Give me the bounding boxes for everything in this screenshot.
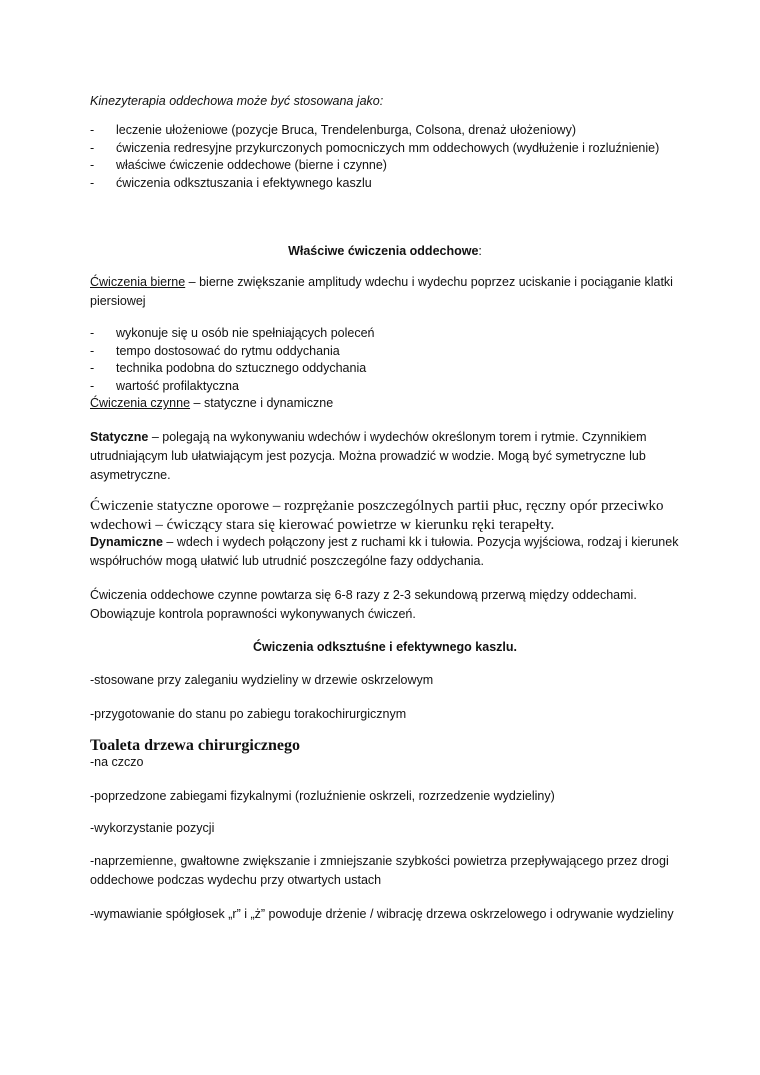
passive-list <box>90 325 680 395</box>
dynamic-term: Dynamiczne <box>90 535 163 549</box>
therapy-list <box>90 122 680 192</box>
paragraph-przygotowanie: -przygotowanie do stanu po zabiegu torakochirurgicznym <box>90 707 407 721</box>
list-item: - ćwiczenia redresyjne przykurczonych pomocniczych mm oddechowych (wydłużenie i rozluźnienie) <box>90 140 680 158</box>
list-item: - tempo dostosować do rytmu oddychania <box>90 343 680 361</box>
paragraph-stosowane: -stosowane przy zaleganiu wydzieliny w drzewie oskrzelowym <box>90 673 434 687</box>
static-term: Statyczne <box>90 430 149 444</box>
list-item: - technika podobna do sztucznego oddychania <box>90 360 680 378</box>
paragraph-pozycji: -wykorzystanie pozycji <box>90 821 215 835</box>
list-item: - właściwe ćwiczenie oddechowe (bierne i czynne) <box>90 157 680 175</box>
passive-term: Ćwiczenia bierne <box>90 275 186 289</box>
intro-text: Kinezyterapia oddechowa może być stosowana jako: <box>90 94 384 108</box>
active-term: Ćwiczenia czynne <box>90 396 191 410</box>
heading-text: Właściwe ćwiczenia oddechowe <box>288 244 479 258</box>
section-heading-toilet: Toaleta drzewa chirurgicznego <box>90 737 301 754</box>
active-exercises-line <box>90 394 680 413</box>
section-heading-cough: Ćwiczenia odksztuśne i efektywnego kaszlu. <box>253 640 517 654</box>
list-item: - ćwiczenia odksztuszania i efektywnego kaszlu <box>90 175 680 193</box>
list-item: - wykonuje się u osób nie spełniających poleceń <box>90 325 680 343</box>
dynamic-description: – wdech i wydech połączony jest z ruchami kk i tułowia. Pozycja wyjściowa, rodzaj i kierunek współruchów mogą ułatwić lub utrudnić poszczególne fazy oddychania. <box>90 535 679 568</box>
static-paragraph <box>90 428 680 485</box>
active-description: – statyczne i dynamiczne <box>190 396 334 410</box>
resistance-paragraph: Ćwiczenie statyczne oporowe – rozprężanie poszczególnych partii płuc, ręczny opór przeciwko wdechowi – ćwiczący stara się kierować powietrze w kierunku ręki terapełty. <box>90 498 664 533</box>
passive-exercises-paragraph <box>90 273 680 311</box>
paragraph-wymawianie: -wymawianie spółgłosek „r” i „ż” powoduje drżenie / wibrację drzewa oskrzelowego i odrywanie wydzieliny <box>90 907 674 921</box>
dynamic-paragraph <box>90 533 680 571</box>
passive-description: – bierne zwiększanie amplitudy wdechu i wydechu poprzez uciskanie i pociąganie klatki piersiowej <box>90 275 673 308</box>
paragraph-na-czczo: -na czczo <box>90 755 144 769</box>
list-item: - leczenie ułożeniowe (pozycje Bruca, Trendelenburga, Colsona, drenaż ułożeniowy) <box>90 122 680 140</box>
paragraph-poprzedzone: -poprzedzone zabiegami fizykalnymi (rozluźnienie oskrzeli, rozrzedzenie wydzieliny) <box>90 789 555 803</box>
section-heading-breathing <box>90 242 680 261</box>
heading-colon: : <box>478 244 482 258</box>
repetition-paragraph: Ćwiczenia oddechowe czynne powtarza się 6-8 razy z 2-3 sekundową przerwą między oddechami. Obowiązuje kontrola poprawności wykonywanych ćwiczeń. <box>90 588 637 621</box>
paragraph-naprzemienne: -naprzemienne, gwałtowne zwiększanie i zmniejszanie szybkości powietrza przepływającego przez drogi oddechowe podczas wydechu przy otwartych ustach <box>90 854 669 887</box>
list-item: - wartość profilaktyczna <box>90 378 680 396</box>
static-description: – polegają na wykonywaniu wdechów i wydechów określonym torem i rytmie. Czynnikiem utrudniającym lub ułatwiającym jest pozycja. Można prowadzić w wodzie. Mogą być symetryczne lub asymetryczne. <box>90 430 647 482</box>
